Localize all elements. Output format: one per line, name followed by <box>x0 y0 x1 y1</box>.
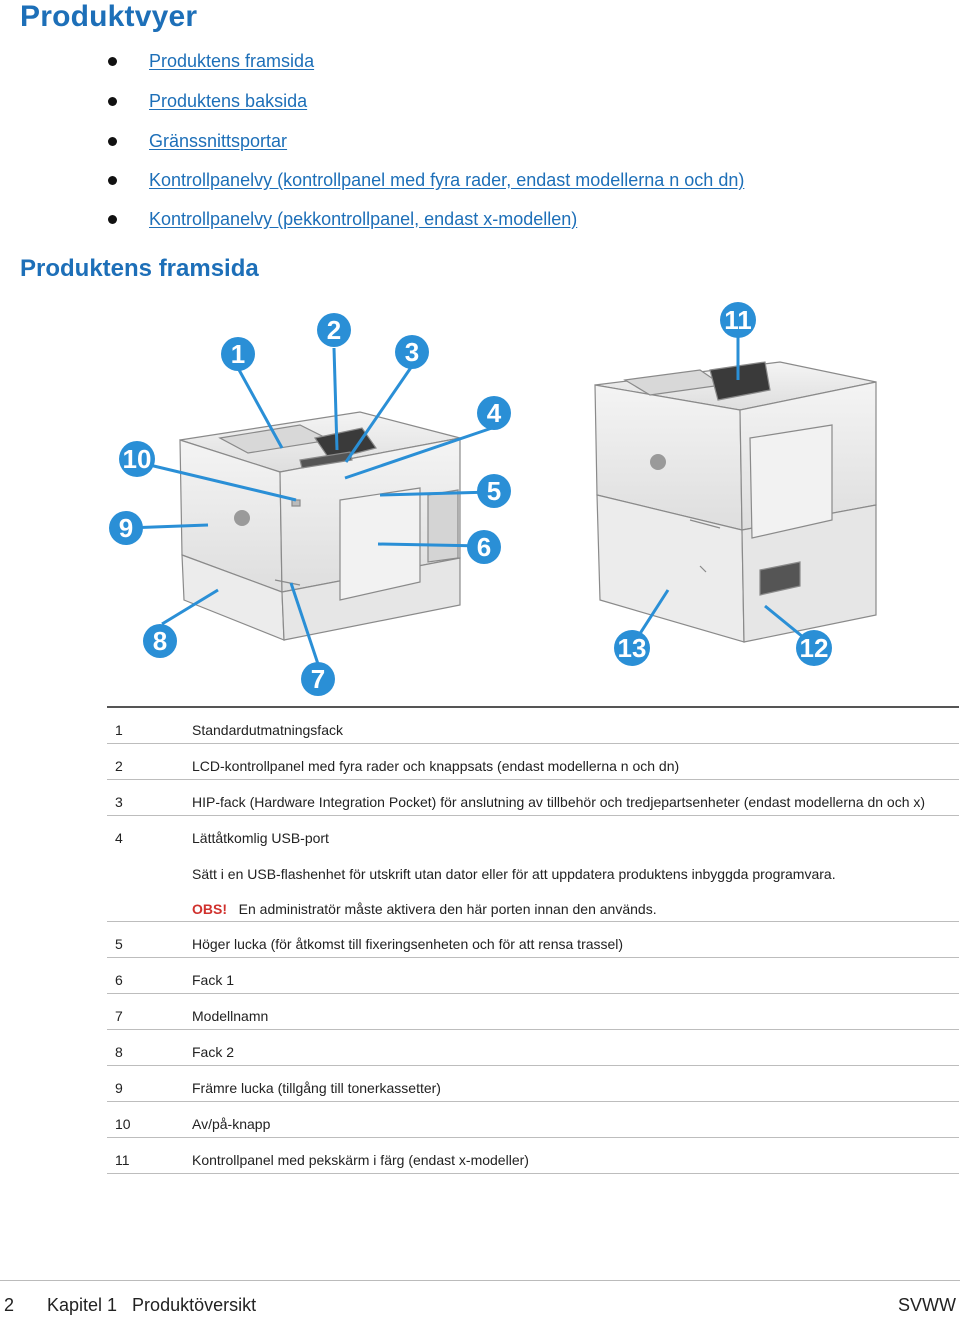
row-number: 6 <box>115 972 123 988</box>
table-row <box>107 780 959 816</box>
row-text: Höger lucka (för åtkomst till fixeringsenheten och för att rensa trassel) <box>192 936 624 952</box>
toc-item[interactable] <box>108 165 744 195</box>
table-row <box>107 708 959 744</box>
callout-10 <box>119 441 155 477</box>
callout-4 <box>477 396 511 430</box>
row-number: 2 <box>115 758 123 774</box>
svg-text:6: 6 <box>476 532 492 562</box>
toc-item[interactable] <box>108 46 314 76</box>
svg-text:13: 13 <box>617 633 647 663</box>
row-text: Standardutmatningsfack <box>192 722 343 738</box>
row-number: 5 <box>115 936 123 952</box>
svg-text:8: 8 <box>152 626 168 656</box>
svg-text:1: 1 <box>230 339 246 369</box>
section-title: Produktens framsida <box>20 255 259 282</box>
callout-12 <box>796 630 832 666</box>
bullet-icon <box>108 215 117 224</box>
printer-right <box>595 362 876 642</box>
table-row <box>107 816 959 922</box>
bullet-icon <box>108 176 117 185</box>
callout-1 <box>221 337 255 371</box>
callout-2 <box>317 313 351 347</box>
page-footer <box>0 1280 960 1317</box>
row-number: 11 <box>115 1152 130 1168</box>
note-label: OBS! <box>192 901 227 917</box>
svg-text:7: 7 <box>310 664 326 694</box>
bullet-icon <box>108 57 117 66</box>
table-row <box>107 1066 959 1102</box>
table-row <box>107 1102 959 1138</box>
toc-link[interactable]: Kontrollpanelvy (pekkontrollpanel, endast x-modellen) <box>149 208 578 229</box>
row-number: 1 <box>115 722 123 738</box>
bullet-icon <box>108 137 117 146</box>
printer-left <box>180 412 460 640</box>
svg-text:9: 9 <box>118 513 134 543</box>
toc-link[interactable]: Gränssnittsportar <box>149 130 288 151</box>
toc-link[interactable]: Kontrollpanelvy (kontrollpanel med fyra rader, endast modellerna n och dn) <box>149 169 745 190</box>
row-text: Fack 2 <box>192 1044 235 1060</box>
callout-8 <box>143 624 177 658</box>
row-text: Av/på-knapp <box>192 1116 271 1132</box>
table-row <box>107 1030 959 1066</box>
toc-item[interactable] <box>108 204 577 234</box>
callout-11 <box>720 302 756 338</box>
page-title: Produktvyer <box>20 0 198 33</box>
row-text: HIP-fack (Hardware Integration Pocket) för anslutning av tillbehör och tredjepartsenheter (endast modellerna dn och x) <box>192 794 926 810</box>
row-number: 3 <box>115 794 123 810</box>
toc-link[interactable]: Produktens baksida <box>149 90 308 111</box>
svg-text:5: 5 <box>486 476 502 506</box>
table-row <box>107 994 959 1030</box>
row-detail: Sätt i en USB-flashenhet för utskrift utan dator eller för att uppdatera produktens inbyggda programvara. <box>192 866 836 882</box>
chapter-title: Kapitel 1 Produktöversikt <box>47 1295 257 1315</box>
row-number: 7 <box>115 1008 123 1024</box>
row-number: 10 <box>115 1116 131 1132</box>
page-number: 2 <box>4 1295 15 1315</box>
legend-table <box>107 706 959 1174</box>
row-text: Främre lucka (tillgång till tonerkassetter) <box>192 1080 441 1096</box>
row-text: Kontrollpanel med pekskärm i färg (endast x-modeller) <box>192 1152 529 1168</box>
row-text: Fack 1 <box>192 972 235 988</box>
svg-text:10: 10 <box>122 444 152 474</box>
svg-text:3: 3 <box>404 337 420 367</box>
callout-13 <box>614 630 650 666</box>
toc-link[interactable]: Produktens framsida <box>149 50 315 71</box>
table-row <box>107 958 959 994</box>
row-text: LCD-kontrollpanel med fyra rader och knappsats (endast modellerna n och dn) <box>192 758 680 774</box>
callout-6 <box>467 530 501 564</box>
toc-item[interactable] <box>108 126 287 156</box>
svg-text:4: 4 <box>486 398 502 428</box>
callout-3 <box>395 335 429 369</box>
table-row <box>107 1138 959 1174</box>
row-number: 4 <box>115 830 123 846</box>
row-text: Lättåtkomlig USB-port <box>192 830 329 846</box>
table-row <box>107 744 959 780</box>
toc-item[interactable] <box>108 86 307 116</box>
row-text: Modellnamn <box>192 1008 269 1024</box>
printer-illustration <box>0 300 960 700</box>
svg-text:2: 2 <box>326 315 342 345</box>
note-text: En administratör måste aktivera den här porten innan den används. <box>238 901 657 917</box>
callout-9 <box>109 511 143 545</box>
callout-5 <box>477 474 511 508</box>
row-number: 8 <box>115 1044 123 1060</box>
table-row <box>107 922 959 958</box>
note <box>192 901 657 917</box>
bullet-icon <box>108 97 117 106</box>
row-number: 9 <box>115 1080 123 1096</box>
svg-text:11: 11 <box>724 305 752 335</box>
document-code: SVWW <box>898 1295 956 1315</box>
svg-text:12: 12 <box>799 633 829 663</box>
callout-7 <box>301 662 335 696</box>
